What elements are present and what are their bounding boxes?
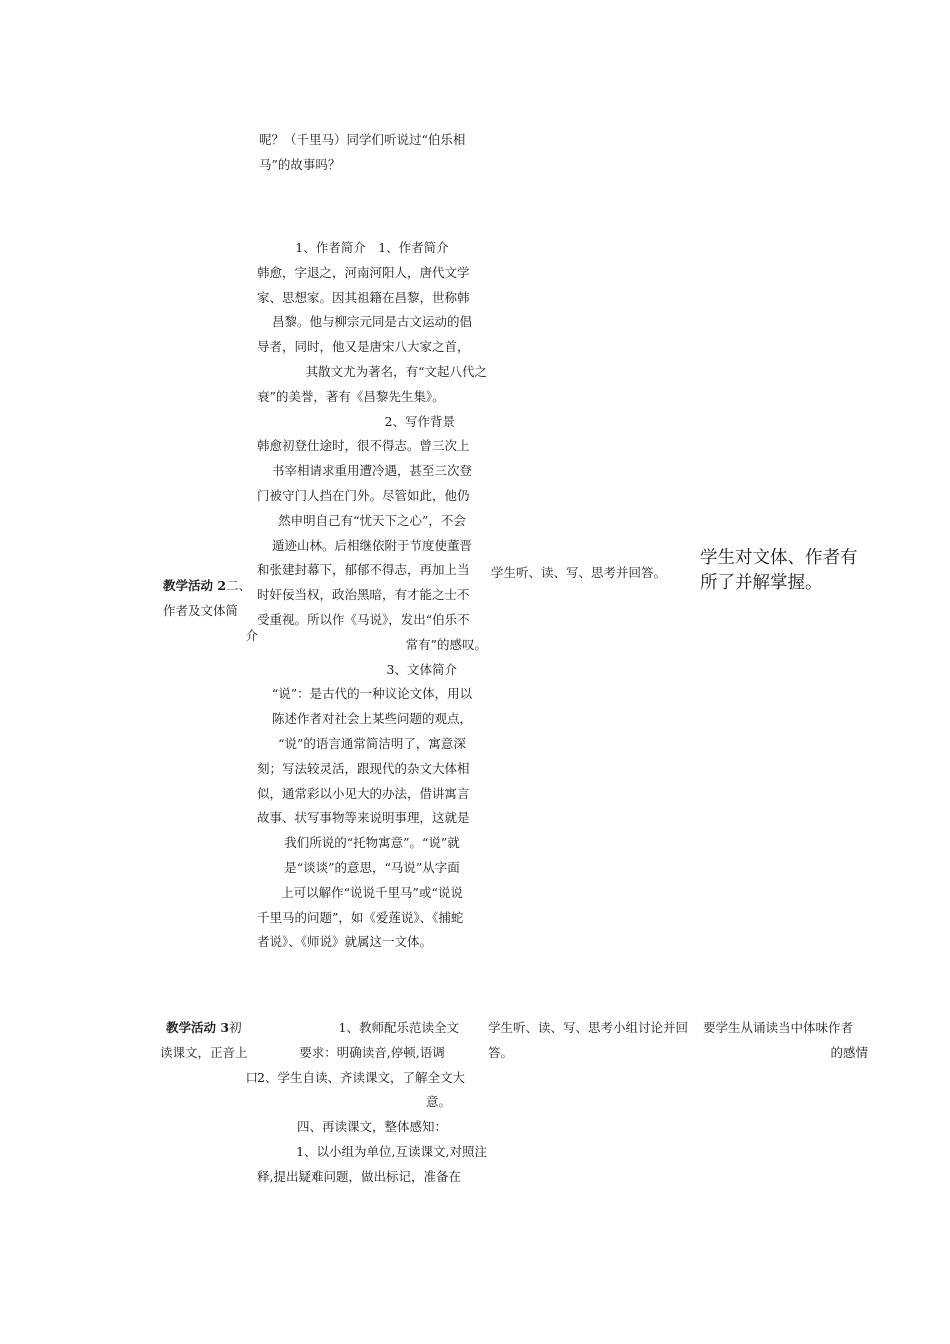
continued-text [259, 128, 489, 178]
content-line: 陈述作者对社会上某些问题的观点， [271, 711, 472, 727]
content-line: 似，通常彩以小见大的办法，借讲寓言 [257, 785, 470, 801]
activity-2-content [257, 236, 487, 955]
text-line: 马”的故事吗？ [259, 156, 341, 172]
goal-line: 学生对文体、作者有 [700, 548, 858, 568]
content-line: 受重视。所以作《马说》，发出“伯乐不 [257, 611, 470, 627]
student-line: 学生听、读、写、思考小组讨论并回 [488, 1020, 689, 1035]
content-line: 衰”的美誉，著有《昌黎先生集》。 [257, 388, 445, 404]
heading-author-intro: 1、作者简介 1、作者简介 [295, 240, 449, 255]
activity-2-title: 教学活动 2 [163, 578, 227, 593]
content-line: 千里马的问题”，如《爱莲说》、《捕蛇 [257, 909, 464, 925]
content-line: 意。 [425, 1094, 451, 1110]
activity-3-label-line: 口 [245, 1069, 258, 1085]
goal-line: 所了并解掌握。 [700, 573, 823, 593]
content-line: 时奸佞当权，政治黑暗，有才能之士不 [257, 587, 470, 603]
content-line: 2、学生自读、齐读课文，了解全文大 [257, 1069, 465, 1085]
content-line: 者说》、《师说》就属这一文体。 [257, 934, 433, 950]
activity-2-title-rest: 二、 [226, 578, 252, 593]
content-line: 是“谈谈”的意思，“马说”从字面 [284, 859, 460, 875]
content-line: 1、以小组为单位,互读课文,对照注 [296, 1143, 487, 1159]
activity-2-label [163, 574, 258, 648]
content-line: 刻；写法较灵活，跟现代的杂文大体相 [257, 760, 470, 776]
content-line: 我们所说的“托物寓意”。“说”就 [284, 835, 460, 851]
activity-2-student-activity: 学生听、读、写、思考并回答。 [491, 565, 667, 580]
content-line: 韩愈，字退之，河南河阳人，唐代文学 [257, 264, 470, 280]
activity-3-content [257, 1016, 487, 1190]
content-line: 要求：明确读音,停顿,语调 [299, 1044, 445, 1060]
content-line: 遁迹山林。后相继依附于节度使董晋 [271, 537, 472, 553]
text-line: 呢？（千里马）同学们听说过“伯乐相 [259, 132, 466, 147]
heading-genre-intro: 3、文体简介 [386, 661, 457, 677]
activity-3-title: 教学活动 3 [166, 1020, 230, 1035]
content-line: 故事、状写事物等来说明事理，这就是 [257, 810, 470, 826]
content-line: 书宰相请求重用遭冷遇，甚至三次登 [271, 463, 472, 479]
content-line: 门被守门人挡在门外。尽管如此，他仍 [257, 487, 470, 503]
activity-2-label-line: 作者及文体简 [163, 602, 239, 618]
activity-3-student-activity [488, 1016, 698, 1066]
content-line: 和张建封幕下，郁郁不得志，再加上当 [257, 562, 470, 578]
activity-3-label [160, 1016, 258, 1090]
content-line: 上可以解作“说说千里马”或“说说 [281, 884, 463, 900]
content-line: 然申明自己有“忧天下之心”，不会 [278, 512, 466, 528]
heading-writing-background: 2、写作背景 [384, 413, 455, 429]
content-line: 导者，同时，他又是唐宋八大家之首， [257, 339, 470, 355]
content-line: 昌黎。他与柳宗元同是古文运动的倡 [271, 314, 472, 330]
content-line: 家、思想家。因其祖籍在昌黎，世称韩 [257, 289, 470, 305]
goal-line: 的感情 [830, 1044, 868, 1060]
content-line: 1、教师配乐范读全文 [338, 1020, 459, 1035]
activity-3-title-rest: 初 [229, 1020, 242, 1035]
content-line: 其散文尤为著名，有“文起八代之 [305, 363, 487, 379]
activity-3-label-line: 读课文，正音上 [160, 1044, 248, 1060]
activity-3-goal [703, 1016, 868, 1066]
content-line: 韩愈初登仕途时，很不得志。曾三次上 [257, 438, 470, 454]
content-line: “说”的语言通常简洁明了，寓意深 [278, 735, 466, 751]
content-line: “说”：是古代的一种议论文体，用以 [271, 686, 473, 702]
activity-2-label-line: 介 [245, 627, 258, 643]
goal-line: 要学生从诵读当中体味作者 [703, 1020, 854, 1035]
content-line: 释,提出疑难问题，做出标记，准备在 [257, 1168, 461, 1184]
student-line: 答。 [488, 1044, 514, 1060]
activity-2-goal [700, 546, 875, 596]
content-line: 常有”的感叹。 [405, 636, 487, 652]
heading-reread: 四、再读课文，整体感知： [296, 1119, 447, 1135]
